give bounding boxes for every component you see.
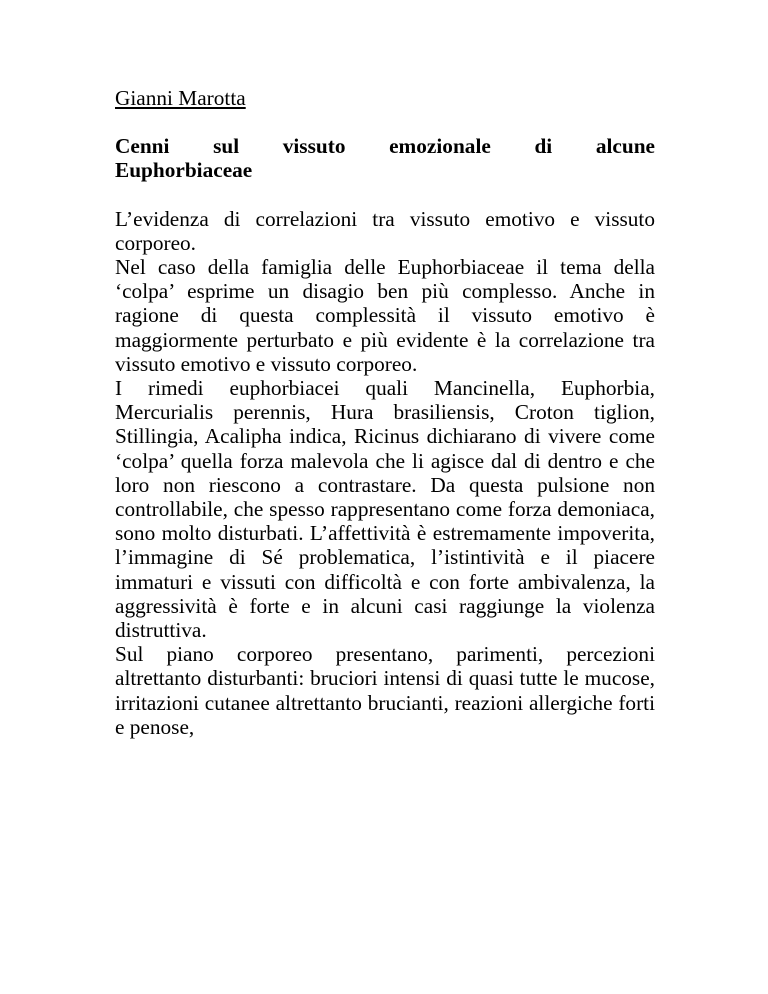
- title-line-2: Euphorbiaceae: [115, 158, 253, 183]
- author-name: Gianni Marotta: [115, 86, 246, 110]
- document-title: [115, 134, 655, 182]
- paragraph-rimedi: I rimedi euphorbiacei quali Mancinella, Euphorbia, Mercurialis perennis, Hura brasiliensis, Croton tiglion, Stillingia, Acalipha indica, Ricinus dichiarano di vivere come ‘colpa’ quella forza malevola che li agisce dal di dentro e che loro non riescono a contrastare. Da questa pulsione non controllabile, che spesso rappresentano come forza demoniaca, sono molto disturbati. L’affettività è estremamente impoverita, l’immagine di Sé problematica, l’istintività e il piacere immaturi e vissuti con difficoltà e con forte ambivalenza, la aggressività è forte e in alcuni casi raggiunge la violenza distruttiva.: [115, 376, 655, 643]
- title-line-1: Cenni sul vissuto emozionale di alcune: [115, 134, 655, 159]
- document-page: [115, 86, 655, 739]
- paragraph-colpa: Nel caso della famiglia delle Euphorbiaceae il tema della ‘colpa’ esprime un disagio ben più complesso. Anche in ragione di questa complessità il vissuto emotivo è maggiormente perturbato e più evidente è la correlazione tra vissuto emotivo e vissuto corporeo.: [115, 255, 655, 376]
- paragraph-corporeo: Sul piano corporeo presentano, parimenti, percezioni altrettanto disturbanti: bruciori intensi di quasi tutte le mucose, irritazioni cutanee altrettanto brucianti, reazioni allergiche forti e penose,: [115, 642, 655, 739]
- paragraph-intro: L’evidenza di correlazioni tra vissuto emotivo e vissuto corporeo.: [115, 206, 655, 255]
